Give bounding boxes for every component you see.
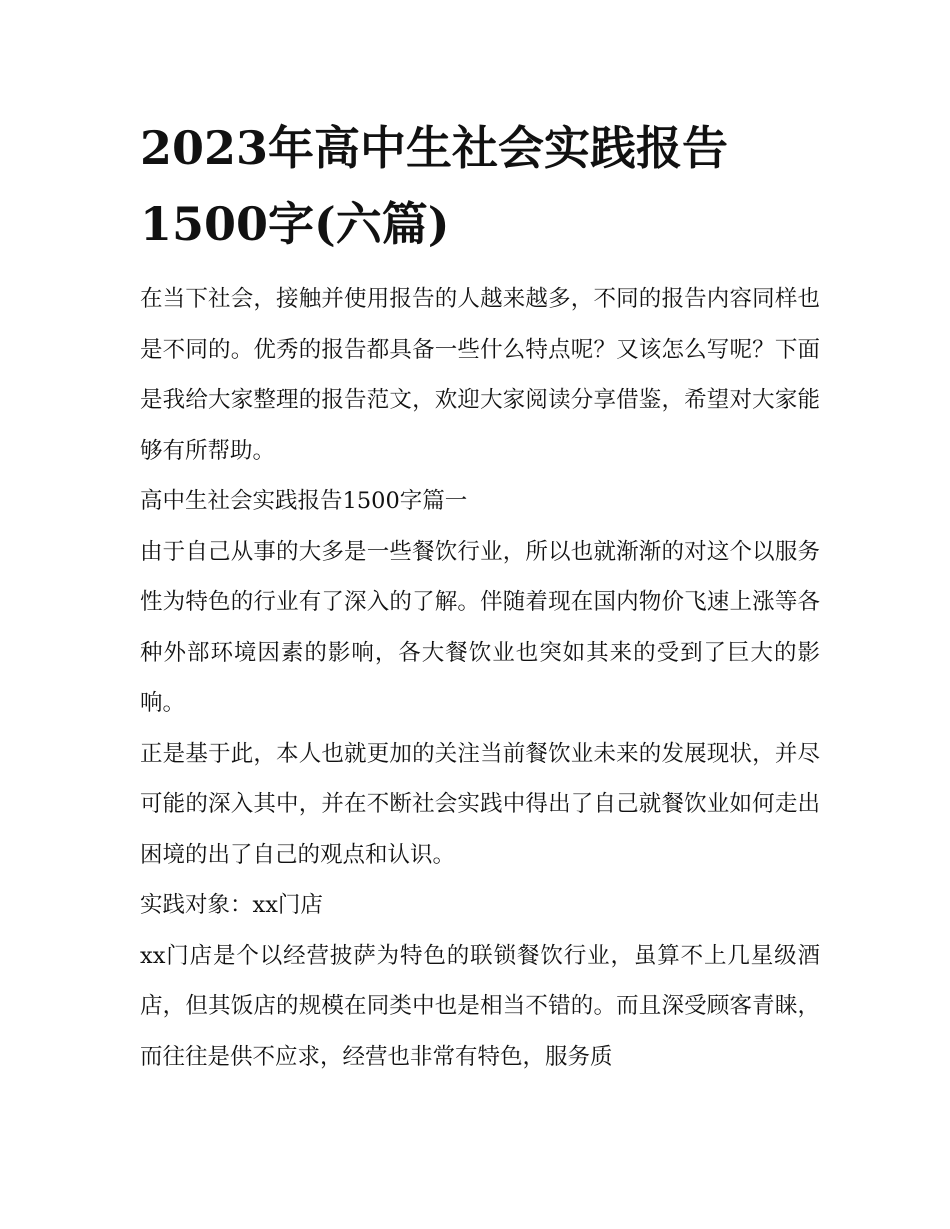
body-paragraph: xx门店是个以经营披萨为特色的联锁餐饮行业，虽算不上几星级酒店，但其饭店的规模在同类中也是相当不错的。而且深受顾客青睐，而往往是供不应求，经营也非常有特色，服务质 [140,942,820,1070]
title-line-2: 1500字(六篇) [140,197,450,251]
section-heading: 高中生社会实践报告1500字篇一 [140,488,468,514]
document-body [140,274,820,1082]
document-title [140,110,820,262]
intro-paragraph: 在当下社会，接触并使用报告的人越来越多，不同的报告内容同样也是不同的。优秀的报告都具备一些什么特点呢？又该怎么写呢？下面是我给大家整理的报告范文，欢迎大家阅读分享借鉴，希望对大家能够有所帮助。 [140,286,820,464]
title-line-1: 2023年高中生社会实践报告 [140,121,729,175]
practice-object-line: 实践对象：xx门店 [140,892,323,918]
body-paragraph: 由于自己从事的大多是一些餐饮行业，所以也就渐渐的对这个以服务性为特色的行业有了深入的了解。伴随着现在国内物价飞速上涨等各种外部环境因素的影响，各大餐饮业也突如其来的受到了巨大的影响。 [140,538,820,716]
body-paragraph: 正是基于此，本人也就更加的关注当前餐饮业未来的发展现状，并尽可能的深入其中，并在不断社会实践中得出了自己就餐饮业如何走出困境的出了自己的观点和认识。 [140,740,820,868]
